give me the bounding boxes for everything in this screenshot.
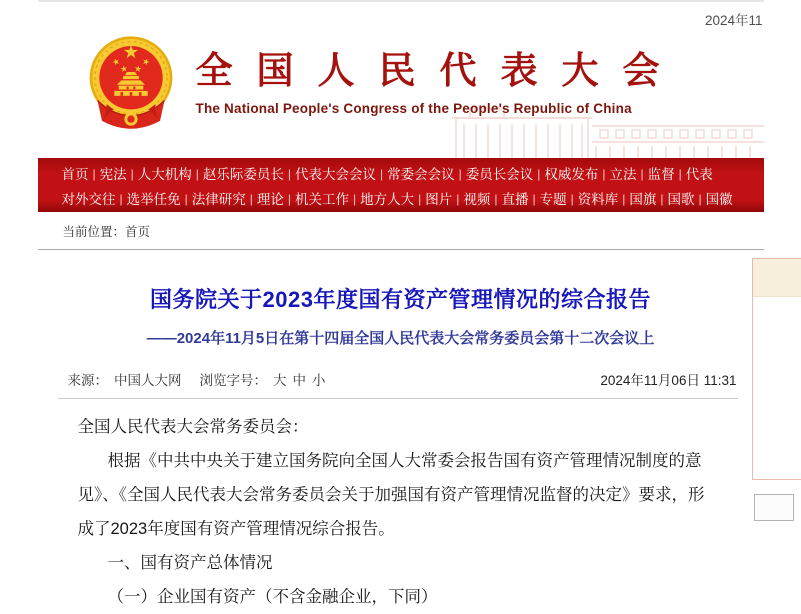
nav-item[interactable]: 常委会会议 [387, 167, 455, 182]
nav-separator: | [196, 167, 199, 181]
nav-separator: | [185, 192, 188, 206]
page [38, 0, 764, 593]
nav-item[interactable]: 立法 [610, 167, 637, 182]
nav-separator: | [418, 192, 421, 206]
nav-item[interactable]: 委员长会议 [466, 167, 534, 182]
nav-separator: | [250, 192, 253, 206]
nav-separator: | [494, 192, 497, 206]
side-small-widget[interactable] [754, 494, 794, 521]
nav-item[interactable]: 首页 [62, 167, 89, 182]
nav-item[interactable]: 直播 [502, 192, 529, 207]
nav-item[interactable]: 机关工作 [295, 192, 349, 207]
nav-separator: | [699, 192, 702, 206]
nav-separator: | [660, 192, 663, 206]
source-value: 中国人大网 [114, 373, 182, 388]
side-toolbar-widget[interactable] [752, 258, 801, 480]
article-meta-left [68, 369, 332, 389]
nav-item[interactable]: 国旗 [629, 192, 656, 207]
nav-separator: | [641, 167, 644, 181]
nav-item[interactable]: 专题 [540, 192, 567, 207]
nav-item[interactable]: 选举任免 [127, 192, 181, 207]
breadcrumb-home-link[interactable]: 首页 [125, 225, 150, 239]
nav-item[interactable]: 宪法 [100, 167, 127, 182]
breadcrumb-label: 当前位置： [63, 225, 126, 239]
nav-item[interactable]: 赵乐际委员长 [203, 167, 284, 182]
nav-item[interactable]: 资料库 [578, 192, 619, 207]
breadcrumb [38, 212, 764, 250]
nav-separator: | [93, 167, 96, 181]
nav-item[interactable]: 对外交往 [62, 192, 116, 207]
nav-item[interactable]: 国歌 [668, 192, 695, 207]
nav-separator: | [353, 192, 356, 206]
nav-item[interactable]: 地方人大 [360, 192, 414, 207]
article-paragraph: 一、国有资产总体情况 [78, 546, 718, 580]
side-toolbar-widget-header [753, 259, 801, 297]
nav-separator: | [602, 167, 605, 181]
nav-item[interactable]: 理论 [257, 192, 284, 207]
nav-separator: | [622, 192, 625, 206]
font-size-option[interactable]: 大 [273, 373, 287, 388]
nav-item[interactable]: 国徽 [706, 192, 733, 207]
font-size-option[interactable]: 小 [312, 373, 326, 388]
nav-separator: | [120, 192, 123, 206]
nav-separator: | [537, 167, 540, 181]
site-title-chinese: 全国人民代表大会 [196, 52, 684, 93]
article-paragraph: 根据《中共中央关于建立国务院向全国人大常委会报告国有资产管理情况制度的意见》、《全国人民代表大会常务委员会关于加强国有资产管理情况监督的决定》要求，形成了2023年度国有资产管理情况综合报告。 [78, 444, 718, 546]
nav-separator: | [533, 192, 536, 206]
nav-separator: | [679, 167, 682, 181]
national-emblem-icon [87, 32, 175, 134]
nav-item[interactable]: 图片 [425, 192, 452, 207]
nav-row-2 [62, 187, 764, 212]
nav-separator: | [288, 167, 291, 181]
current-date: 2024年11 [705, 9, 763, 29]
article-subtitle: ——2024年11月5日在第十四届全国人民代表大会常务委员会第十二次会议上 [38, 327, 764, 348]
top-bar [38, 0, 764, 28]
article-paragraph: 全国人民代表大会常务委员会： [78, 410, 718, 444]
nav-row-1 [62, 162, 764, 187]
nav-item[interactable]: 法律研究 [192, 192, 246, 207]
nav-separator: | [459, 167, 462, 181]
site-title-english: The National People's Congress of the People's Republic of China [196, 101, 684, 116]
nav-item[interactable]: 代表大会会议 [295, 167, 376, 182]
site-brand [196, 52, 684, 116]
font-size-label: 浏览字号： [200, 373, 268, 388]
nav-item[interactable]: 代表 [686, 167, 713, 182]
article-container [38, 251, 764, 593]
article-meta-row [38, 369, 764, 389]
main-nav [38, 158, 764, 212]
article-title: 国务院关于2023年度国有资产管理情况的综合报告 [38, 283, 764, 314]
font-size-option[interactable]: 中 [293, 373, 307, 388]
nav-item[interactable]: 监督 [648, 167, 675, 182]
nav-separator: | [380, 167, 383, 181]
article-paragraph: （一）企业国有资产（不含金融企业，下同） [78, 580, 718, 614]
publish-datetime: 2024年11月06日 11:31 [600, 369, 736, 389]
nav-separator: | [288, 192, 291, 206]
site-header [38, 28, 764, 158]
nav-item[interactable]: 视频 [463, 192, 490, 207]
article-body [38, 399, 764, 614]
source-label: 来源： [68, 373, 109, 388]
nav-separator: | [456, 192, 459, 206]
nav-separator: | [571, 192, 574, 206]
nav-item[interactable]: 人大机构 [138, 167, 192, 182]
nav-item[interactable]: 权威发布 [544, 167, 598, 182]
font-size-controls [273, 373, 332, 388]
nav-separator: | [131, 167, 134, 181]
